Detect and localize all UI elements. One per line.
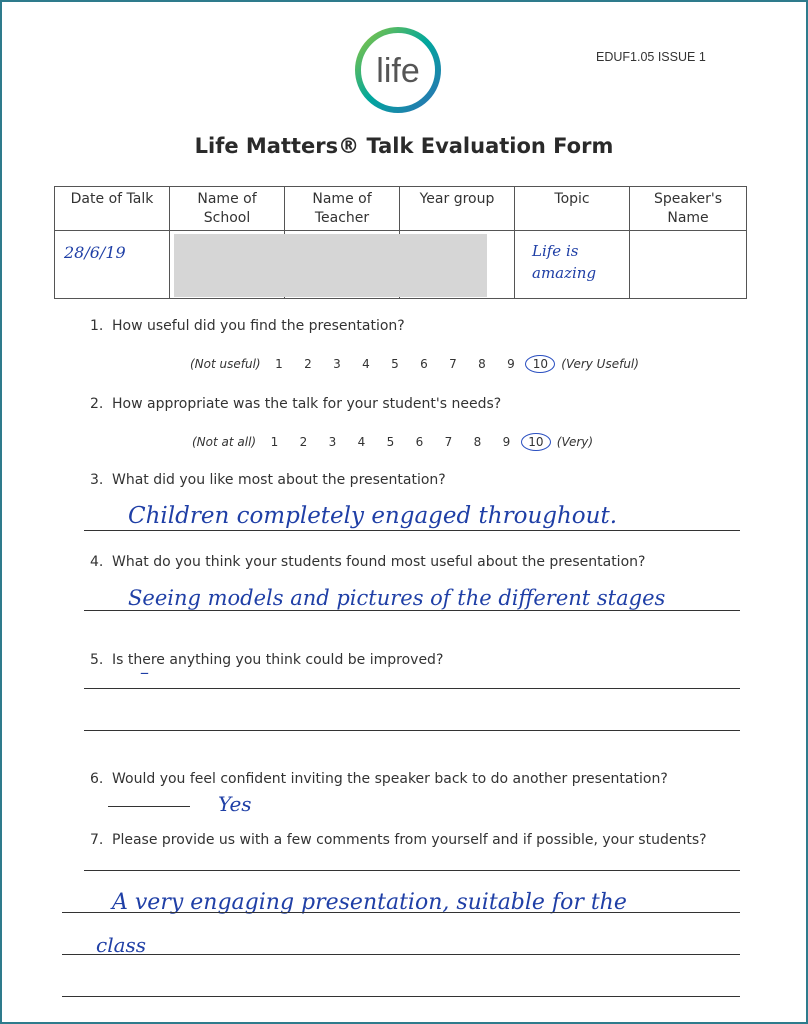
rating-1-option[interactable]: 1 xyxy=(275,357,283,371)
question-7: 7. Please provide us with a few comments from yourself and if possible, your students? xyxy=(90,832,707,848)
header-teacher: Name of Teacher xyxy=(285,187,400,231)
cell-date[interactable] xyxy=(55,231,170,299)
cell-speaker[interactable] xyxy=(630,231,747,299)
rating-2-option[interactable]: 4 xyxy=(357,435,366,449)
header-date: Date of Talk xyxy=(55,187,170,231)
answer-7-line1[interactable]: A very engaging presentation, suitable for the xyxy=(112,890,627,915)
header-school: Name of School xyxy=(170,187,285,231)
page-title: Life Matters® Talk Evaluation Form xyxy=(194,134,614,158)
rating-2-option[interactable]: 9 xyxy=(502,435,511,449)
rating-1-option[interactable]: 7 xyxy=(449,357,457,371)
answer-line xyxy=(84,688,740,689)
rating-1-option[interactable]: 8 xyxy=(478,357,486,371)
answer-7-line2[interactable]: class xyxy=(96,933,147,957)
rating-2-option[interactable]: 5 xyxy=(386,435,395,449)
answer-4[interactable]: Seeing models and pictures of the different stages xyxy=(128,586,666,610)
question-4: 4. What do you think your students found most useful about the presentation? xyxy=(90,554,646,570)
answer-line xyxy=(62,954,740,955)
question-3: 3. What did you like most about the presentation? xyxy=(90,472,446,488)
rating-1-option[interactable]: 2 xyxy=(304,357,312,371)
answer-line xyxy=(62,912,740,913)
redaction-block xyxy=(174,234,487,297)
topic-value-line1: Life is xyxy=(532,242,579,260)
rating-2-option[interactable]: 7 xyxy=(444,435,453,449)
answer-line xyxy=(62,996,740,997)
answer-line xyxy=(84,610,740,611)
rating-2-option[interactable]: 1 xyxy=(270,435,279,449)
header-topic: Topic xyxy=(515,187,630,231)
topic-value xyxy=(532,240,596,284)
topic-value-line2: amazing xyxy=(532,264,597,282)
date-value: 28/6/19 xyxy=(64,243,126,262)
rating-scale-2: (Not at all) 1 2 3 4 5 6 7 8 9 10 (Very) xyxy=(192,435,594,449)
header-year-group: Year group xyxy=(400,187,515,231)
rating-2-option[interactable]: 2 xyxy=(299,435,308,449)
logo-text: life xyxy=(376,52,420,90)
answer-line-short xyxy=(108,806,190,807)
answer-line xyxy=(84,730,740,731)
answer-line xyxy=(84,530,740,531)
rating-2-selected[interactable]: 10 xyxy=(521,433,551,451)
rating-1-option[interactable]: 9 xyxy=(507,357,515,371)
question-5: 5. Is there anything you think could be improved? xyxy=(90,652,444,668)
rating-1-selected[interactable]: 10 xyxy=(525,355,555,373)
rating-1-option[interactable]: 3 xyxy=(333,357,341,371)
rating-scale-1: (Not useful) 1 2 3 4 5 6 7 8 9 10 (Very Useful) xyxy=(190,357,639,371)
rating-2-option[interactable]: 8 xyxy=(473,435,482,449)
header-speaker: Speaker's Name xyxy=(630,187,747,231)
answer-5[interactable]: – xyxy=(140,662,149,683)
rating-1-option[interactable]: 6 xyxy=(420,357,428,371)
answer-line xyxy=(84,870,740,871)
question-2: 2. How appropriate was the talk for your student's needs? xyxy=(90,396,502,412)
rating-1-option[interactable]: 4 xyxy=(362,357,370,371)
life-logo xyxy=(350,22,446,118)
answer-3[interactable]: Children completely engaged throughout. xyxy=(128,503,618,529)
rating-2-option[interactable]: 6 xyxy=(415,435,424,449)
question-6: 6. Would you feel confident inviting the speaker back to do another presentation? xyxy=(90,771,668,787)
answer-6[interactable]: Yes xyxy=(218,792,252,816)
form-reference: EDUF1.05 ISSUE 1 xyxy=(596,50,706,64)
rating-1-option[interactable]: 5 xyxy=(391,357,399,371)
rating-2-option[interactable]: 3 xyxy=(328,435,337,449)
question-1: 1. How useful did you find the presentation? xyxy=(90,318,405,334)
